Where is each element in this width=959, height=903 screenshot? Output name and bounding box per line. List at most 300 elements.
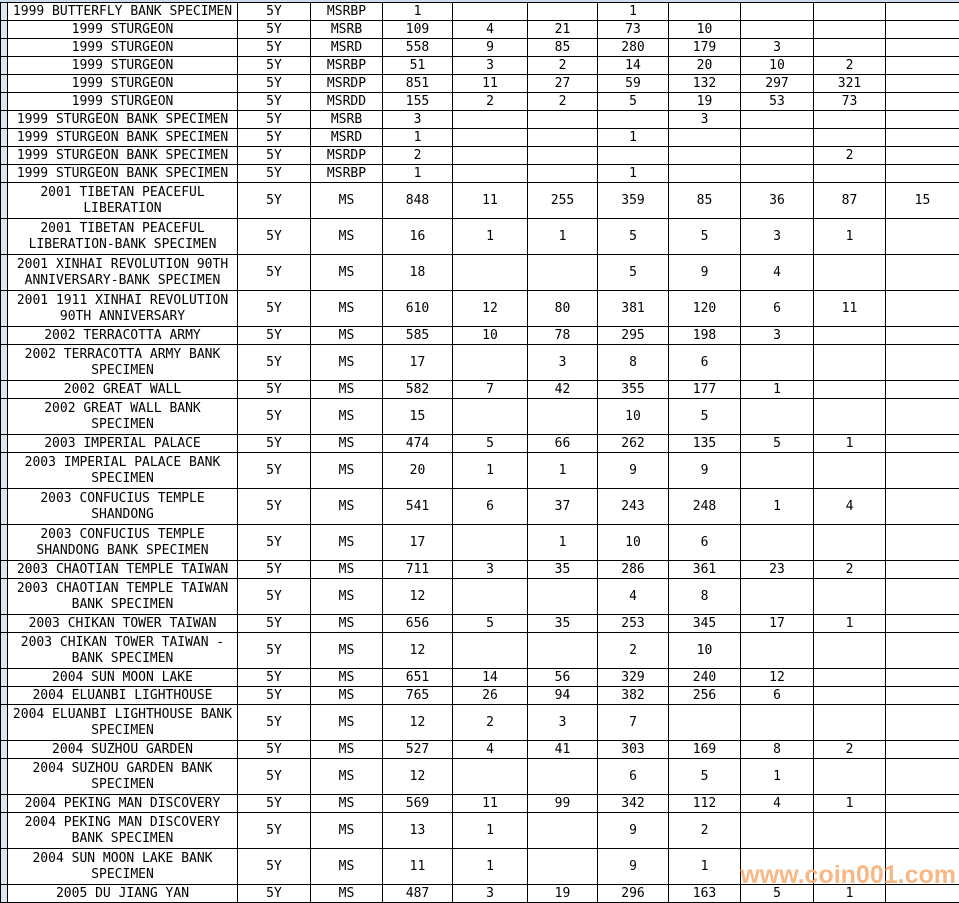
denomination-cell: 5Y xyxy=(238,399,311,435)
count-cell: 9 xyxy=(453,39,528,57)
count-cell: 1 xyxy=(814,615,886,633)
count-cell: 2 xyxy=(814,147,886,165)
count-cell: 243 xyxy=(598,489,669,525)
count-cell xyxy=(741,21,814,39)
gutter-cell xyxy=(1,39,8,57)
grade-cell: MS xyxy=(311,291,383,327)
count-cell: 9 xyxy=(598,453,669,489)
table-row xyxy=(1,885,959,903)
count-cell xyxy=(741,147,814,165)
table-row xyxy=(1,669,959,687)
denomination-cell: 5Y xyxy=(238,489,311,525)
denomination-cell: 5Y xyxy=(238,147,311,165)
count-cell: 1 xyxy=(383,165,453,183)
denomination-cell: 5Y xyxy=(238,615,311,633)
count-cell xyxy=(886,705,959,741)
gutter-cell xyxy=(1,183,8,219)
count-cell: 5 xyxy=(741,435,814,453)
count-cell: 1 xyxy=(814,435,886,453)
count-cell xyxy=(814,129,886,147)
coin-name-cell: 2002 GREAT WALL BANK SPECIMEN xyxy=(8,399,238,435)
coin-name-cell: 2004 SUN MOON LAKE BANK SPECIMEN xyxy=(8,849,238,885)
count-cell: 135 xyxy=(669,435,741,453)
count-cell: 2 xyxy=(814,561,886,579)
grade-cell: MS xyxy=(311,561,383,579)
count-cell: 851 xyxy=(383,75,453,93)
grade-cell: MSRD xyxy=(311,39,383,57)
gutter-cell xyxy=(1,813,8,849)
denomination-cell: 5Y xyxy=(238,705,311,741)
table-row xyxy=(1,57,959,75)
count-cell: 198 xyxy=(669,327,741,345)
grade-cell: MS xyxy=(311,255,383,291)
denomination-cell: 5Y xyxy=(238,849,311,885)
count-cell: 7 xyxy=(598,705,669,741)
gutter-cell xyxy=(1,669,8,687)
grade-cell: MS xyxy=(311,399,383,435)
grade-cell: MSRDD xyxy=(311,93,383,111)
count-cell: 3 xyxy=(453,57,528,75)
grade-cell: MS xyxy=(311,633,383,669)
denomination-cell: 5Y xyxy=(238,183,311,219)
count-cell xyxy=(886,21,959,39)
count-cell xyxy=(886,579,959,615)
count-cell: 6 xyxy=(741,291,814,327)
count-cell xyxy=(886,813,959,849)
grade-cell: MS xyxy=(311,741,383,759)
count-cell xyxy=(528,759,598,795)
count-cell: 1 xyxy=(598,3,669,21)
grade-cell: MSRDP xyxy=(311,75,383,93)
table-row xyxy=(1,633,959,669)
count-cell xyxy=(528,849,598,885)
denomination-cell: 5Y xyxy=(238,525,311,561)
census-table xyxy=(0,2,959,903)
count-cell xyxy=(886,291,959,327)
count-cell: 848 xyxy=(383,183,453,219)
coin-name-cell: 1999 BUTTERFLY BANK SPECIMEN xyxy=(8,3,238,21)
count-cell: 3 xyxy=(669,111,741,129)
count-cell: 59 xyxy=(598,75,669,93)
count-cell: 15 xyxy=(383,399,453,435)
count-cell xyxy=(453,3,528,21)
grade-cell: MS xyxy=(311,327,383,345)
count-cell xyxy=(814,759,886,795)
count-cell: 8 xyxy=(741,741,814,759)
count-cell xyxy=(453,129,528,147)
count-cell xyxy=(528,129,598,147)
count-cell xyxy=(453,147,528,165)
gutter-cell xyxy=(1,849,8,885)
gutter-cell xyxy=(1,75,8,93)
count-cell: 17 xyxy=(383,525,453,561)
count-cell: 342 xyxy=(598,795,669,813)
count-cell xyxy=(886,327,959,345)
count-cell: 15 xyxy=(886,183,959,219)
count-cell: 1 xyxy=(528,219,598,255)
table-row xyxy=(1,3,959,21)
gutter-cell xyxy=(1,885,8,903)
count-cell xyxy=(453,525,528,561)
denomination-cell: 5Y xyxy=(238,255,311,291)
count-cell: 253 xyxy=(598,615,669,633)
count-cell: 297 xyxy=(741,75,814,93)
grade-cell: MS xyxy=(311,525,383,561)
gutter-cell xyxy=(1,759,8,795)
count-cell: 4 xyxy=(598,579,669,615)
grade-cell: MS xyxy=(311,381,383,399)
coin-name-cell: 1999 STURGEON xyxy=(8,57,238,75)
count-cell xyxy=(528,165,598,183)
table-row xyxy=(1,345,959,381)
grade-cell: MS xyxy=(311,759,383,795)
table-row xyxy=(1,129,959,147)
count-cell: 1 xyxy=(453,849,528,885)
count-cell: 240 xyxy=(669,669,741,687)
count-cell: 19 xyxy=(528,885,598,903)
count-cell: 155 xyxy=(383,93,453,111)
coin-name-cell: 2002 GREAT WALL xyxy=(8,381,238,399)
count-cell: 21 xyxy=(528,21,598,39)
grade-cell: MS xyxy=(311,219,383,255)
count-cell xyxy=(814,705,886,741)
count-cell xyxy=(814,669,886,687)
count-cell: 1 xyxy=(383,129,453,147)
count-cell: 329 xyxy=(598,669,669,687)
count-cell: 23 xyxy=(741,561,814,579)
grade-cell: MSRBP xyxy=(311,57,383,75)
grade-cell: MS xyxy=(311,795,383,813)
denomination-cell: 5Y xyxy=(238,111,311,129)
count-cell xyxy=(886,93,959,111)
count-cell xyxy=(741,705,814,741)
count-cell: 17 xyxy=(383,345,453,381)
count-cell: 112 xyxy=(669,795,741,813)
grade-cell: MS xyxy=(311,885,383,903)
count-cell xyxy=(669,129,741,147)
count-cell xyxy=(669,165,741,183)
count-cell: 382 xyxy=(598,687,669,705)
count-cell: 6 xyxy=(598,759,669,795)
coin-name-cell: 2002 TERRACOTTA ARMY BANK SPECIMEN xyxy=(8,345,238,381)
coin-name-cell: 2002 TERRACOTTA ARMY xyxy=(8,327,238,345)
count-cell: 16 xyxy=(383,219,453,255)
count-cell: 3 xyxy=(528,705,598,741)
table-row xyxy=(1,453,959,489)
gutter-cell xyxy=(1,561,8,579)
count-cell: 1 xyxy=(814,795,886,813)
count-cell: 381 xyxy=(598,291,669,327)
count-cell xyxy=(886,795,959,813)
count-cell xyxy=(886,687,959,705)
count-cell: 6 xyxy=(453,489,528,525)
count-cell xyxy=(741,399,814,435)
grade-cell: MSRB xyxy=(311,21,383,39)
count-cell xyxy=(814,633,886,669)
grade-cell: MS xyxy=(311,435,383,453)
gutter-cell xyxy=(1,57,8,75)
count-cell xyxy=(814,3,886,21)
count-cell: 1 xyxy=(598,165,669,183)
count-cell xyxy=(528,579,598,615)
count-cell: 5 xyxy=(598,219,669,255)
count-cell: 3 xyxy=(741,219,814,255)
count-cell: 14 xyxy=(453,669,528,687)
count-cell xyxy=(669,705,741,741)
denomination-cell: 5Y xyxy=(238,345,311,381)
coin-name-cell: 1999 STURGEON BANK SPECIMEN xyxy=(8,129,238,147)
count-cell xyxy=(886,885,959,903)
count-cell: 169 xyxy=(669,741,741,759)
count-cell: 12 xyxy=(383,579,453,615)
count-cell: 345 xyxy=(669,615,741,633)
count-cell: 262 xyxy=(598,435,669,453)
gutter-cell xyxy=(1,525,8,561)
count-cell: 35 xyxy=(528,561,598,579)
count-cell: 5 xyxy=(453,615,528,633)
table-row xyxy=(1,327,959,345)
count-cell: 11 xyxy=(383,849,453,885)
coin-name-cell: 2003 IMPERIAL PALACE BANK SPECIMEN xyxy=(8,453,238,489)
denomination-cell: 5Y xyxy=(238,219,311,255)
count-cell: 656 xyxy=(383,615,453,633)
count-cell: 19 xyxy=(669,93,741,111)
table-row xyxy=(1,435,959,453)
count-cell xyxy=(886,615,959,633)
count-cell: 37 xyxy=(528,489,598,525)
coin-name-cell: 2004 SUZHOU GARDEN BANK SPECIMEN xyxy=(8,759,238,795)
count-cell xyxy=(528,147,598,165)
gutter-cell xyxy=(1,453,8,489)
denomination-cell: 5Y xyxy=(238,813,311,849)
count-cell: 163 xyxy=(669,885,741,903)
coin-name-cell: 1999 STURGEON BANK SPECIMEN xyxy=(8,147,238,165)
count-cell: 35 xyxy=(528,615,598,633)
count-cell: 1 xyxy=(453,453,528,489)
count-cell xyxy=(814,327,886,345)
count-cell: 582 xyxy=(383,381,453,399)
count-cell xyxy=(886,525,959,561)
count-cell xyxy=(814,255,886,291)
count-cell: 2 xyxy=(383,147,453,165)
gutter-cell xyxy=(1,795,8,813)
count-cell: 73 xyxy=(814,93,886,111)
count-cell xyxy=(814,849,886,885)
count-cell: 280 xyxy=(598,39,669,57)
count-cell xyxy=(741,813,814,849)
count-cell: 80 xyxy=(528,291,598,327)
count-cell: 321 xyxy=(814,75,886,93)
count-cell xyxy=(814,381,886,399)
count-cell xyxy=(814,111,886,129)
count-cell: 541 xyxy=(383,489,453,525)
count-cell xyxy=(453,345,528,381)
count-cell: 296 xyxy=(598,885,669,903)
table-row xyxy=(1,615,959,633)
denomination-cell: 5Y xyxy=(238,3,311,21)
coin-name-cell: 2003 CONFUCIUS TEMPLE SHANDONG xyxy=(8,489,238,525)
gutter-cell xyxy=(1,399,8,435)
count-cell xyxy=(741,453,814,489)
count-cell: 13 xyxy=(383,813,453,849)
table-row xyxy=(1,219,959,255)
coin-name-cell: 2003 CHAOTIAN TEMPLE TAIWAN BANK SPECIMEN xyxy=(8,579,238,615)
denomination-cell: 5Y xyxy=(238,291,311,327)
count-cell xyxy=(814,399,886,435)
watermark: www.coin001.com xyxy=(740,861,956,889)
count-cell xyxy=(814,165,886,183)
count-cell: 179 xyxy=(669,39,741,57)
count-cell xyxy=(886,633,959,669)
count-cell: 11 xyxy=(453,75,528,93)
denomination-cell: 5Y xyxy=(238,93,311,111)
denomination-cell: 5Y xyxy=(238,453,311,489)
count-cell xyxy=(741,633,814,669)
count-cell: 14 xyxy=(598,57,669,75)
count-cell: 4 xyxy=(814,489,886,525)
census-table-body xyxy=(1,3,959,903)
count-cell xyxy=(741,3,814,21)
count-cell: 286 xyxy=(598,561,669,579)
count-cell: 711 xyxy=(383,561,453,579)
coin-name-cell: 1999 STURGEON BANK SPECIMEN xyxy=(8,111,238,129)
denomination-cell: 5Y xyxy=(238,669,311,687)
count-cell: 51 xyxy=(383,57,453,75)
coin-name-cell: 2001 TIBETAN PEACEFUL LIBERATION xyxy=(8,183,238,219)
count-cell xyxy=(741,345,814,381)
count-cell: 2 xyxy=(814,741,886,759)
count-cell xyxy=(528,399,598,435)
coin-name-cell: 2003 CONFUCIUS TEMPLE SHANDONG BANK SPECIMEN xyxy=(8,525,238,561)
count-cell xyxy=(886,381,959,399)
count-cell: 20 xyxy=(669,57,741,75)
grade-cell: MS xyxy=(311,687,383,705)
table-row xyxy=(1,687,959,705)
count-cell xyxy=(453,111,528,129)
denomination-cell: 5Y xyxy=(238,795,311,813)
table-row xyxy=(1,183,959,219)
count-cell xyxy=(886,3,959,21)
count-cell: 9 xyxy=(669,255,741,291)
gutter-cell xyxy=(1,3,8,21)
count-cell: 41 xyxy=(528,741,598,759)
count-cell: 5 xyxy=(669,759,741,795)
count-cell: 66 xyxy=(528,435,598,453)
count-cell xyxy=(814,21,886,39)
count-cell xyxy=(598,111,669,129)
count-cell: 10 xyxy=(669,633,741,669)
count-cell xyxy=(886,255,959,291)
count-cell: 1 xyxy=(741,381,814,399)
denomination-cell: 5Y xyxy=(238,759,311,795)
count-cell: 9 xyxy=(598,849,669,885)
count-cell: 2 xyxy=(814,57,886,75)
count-cell: 4 xyxy=(453,741,528,759)
count-cell xyxy=(528,111,598,129)
denomination-cell: 5Y xyxy=(238,633,311,669)
count-cell: 1 xyxy=(814,885,886,903)
count-cell: 3 xyxy=(383,111,453,129)
grade-cell: MS xyxy=(311,705,383,741)
grade-cell: MS xyxy=(311,183,383,219)
count-cell: 10 xyxy=(598,399,669,435)
count-cell: 359 xyxy=(598,183,669,219)
count-cell xyxy=(886,489,959,525)
count-cell xyxy=(886,111,959,129)
count-cell: 177 xyxy=(669,381,741,399)
count-cell: 1 xyxy=(598,129,669,147)
gutter-cell xyxy=(1,147,8,165)
coin-name-cell: 2004 PEKING MAN DISCOVERY xyxy=(8,795,238,813)
count-cell: 569 xyxy=(383,795,453,813)
coin-name-cell: 1999 STURGEON xyxy=(8,75,238,93)
denomination-cell: 5Y xyxy=(238,165,311,183)
count-cell: 5 xyxy=(598,255,669,291)
count-cell: 6 xyxy=(669,525,741,561)
count-cell: 73 xyxy=(598,21,669,39)
table-row xyxy=(1,525,959,561)
count-cell: 1 xyxy=(453,219,528,255)
count-cell: 558 xyxy=(383,39,453,57)
coin-name-cell: 2003 IMPERIAL PALACE xyxy=(8,435,238,453)
count-cell: 56 xyxy=(528,669,598,687)
count-cell: 12 xyxy=(383,705,453,741)
count-cell xyxy=(886,57,959,75)
table-row xyxy=(1,399,959,435)
gutter-cell xyxy=(1,435,8,453)
count-cell: 1 xyxy=(383,3,453,21)
gutter-cell xyxy=(1,579,8,615)
count-cell: 6 xyxy=(669,345,741,381)
count-cell: 4 xyxy=(741,795,814,813)
table-row xyxy=(1,489,959,525)
count-cell: 527 xyxy=(383,741,453,759)
gutter-cell xyxy=(1,687,8,705)
count-cell: 255 xyxy=(528,183,598,219)
gutter-cell xyxy=(1,21,8,39)
count-cell xyxy=(453,759,528,795)
count-cell: 11 xyxy=(814,291,886,327)
count-cell: 2 xyxy=(453,705,528,741)
count-cell: 7 xyxy=(453,381,528,399)
count-cell: 12 xyxy=(453,291,528,327)
coin-name-cell: 2004 ELUANBI LIGHTHOUSE BANK SPECIMEN xyxy=(8,705,238,741)
count-cell xyxy=(528,813,598,849)
count-cell xyxy=(886,435,959,453)
count-cell: 474 xyxy=(383,435,453,453)
count-cell: 5 xyxy=(453,435,528,453)
count-cell: 17 xyxy=(741,615,814,633)
count-cell xyxy=(741,525,814,561)
coin-name-cell: 2004 ELUANBI LIGHTHOUSE xyxy=(8,687,238,705)
count-cell: 1 xyxy=(741,759,814,795)
count-cell: 361 xyxy=(669,561,741,579)
coin-name-cell: 2004 SUZHOU GARDEN xyxy=(8,741,238,759)
count-cell: 5 xyxy=(669,399,741,435)
count-cell xyxy=(886,741,959,759)
gutter-cell xyxy=(1,111,8,129)
coin-name-cell: 2004 SUN MOON LAKE xyxy=(8,669,238,687)
gutter-cell xyxy=(1,129,8,147)
count-cell: 10 xyxy=(741,57,814,75)
count-cell: 303 xyxy=(598,741,669,759)
count-cell xyxy=(741,579,814,615)
count-cell: 355 xyxy=(598,381,669,399)
grade-cell: MS xyxy=(311,345,383,381)
grade-cell: MSRD xyxy=(311,129,383,147)
table-row xyxy=(1,579,959,615)
count-cell: 109 xyxy=(383,21,453,39)
